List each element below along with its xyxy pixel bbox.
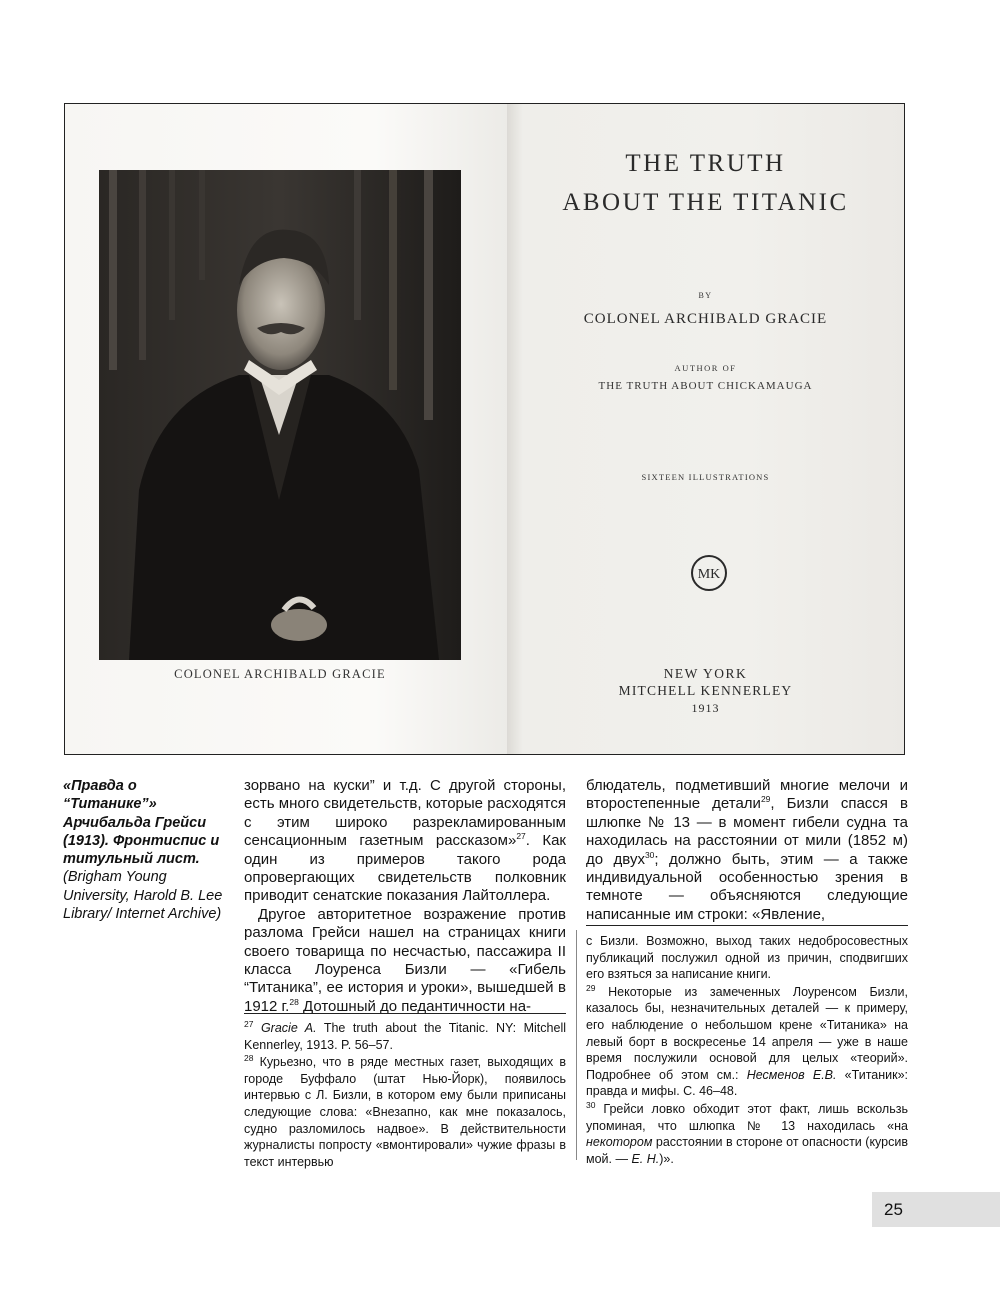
portrait-caption: COLONEL ARCHIBALD GRACIE — [174, 667, 386, 681]
text-run: . Как один из примеров такого рода опровергающих свидетельств полковник приводит сенатские показания Лайтоллера. — [244, 832, 566, 905]
caption-credit: (Brigham Young University, Harold B. Lee Library/ Internet Archive) — [63, 869, 223, 923]
book-spread-figure — [64, 103, 905, 755]
footnote-27 — [244, 1020, 566, 1053]
footnote-text: )». — [659, 1151, 674, 1166]
text-run: , Бизли спасся в шлюпке № 13 — в момент гибели судна та находилась на расстоянии от мили (1852 м) до двух — [586, 795, 908, 868]
figure-caption — [63, 777, 223, 923]
footnote-emphasis: некотором — [586, 1135, 653, 1150]
footnote-30 — [586, 1101, 908, 1167]
footnote-author: Несменов Е.В. — [746, 1067, 837, 1082]
text-column-1 — [244, 777, 566, 1016]
footnote-text: с Бизли. Возможно, выход таких недобросовестных публикаций послужил одной из причин, сподвигших его взяться за написание книги. — [586, 934, 908, 982]
title-page — [507, 104, 904, 754]
text-run: ; должно быть, этим — а также индивидуальной особенностью зрения в темноте — объясняются следующие написанные им строки: «Явление, — [586, 850, 908, 923]
footnote-number: 27 — [244, 1018, 254, 1029]
footnote-text: Курьезно, что в ряде местных газет, выходящих в городе Буффало (штат Нью-Йорк), появилось интервью с Л. Бизли, в котором ему были приписаны следующие слова: «Внезапно, как мне показалось, судно разломилось надвое». В действительности журналисты попросту «вмонтировали» чужие фразы в текст интервью — [244, 1055, 566, 1169]
footnote-text: The truth about the Titanic. NY: Mitchell Kennerley, 1913. P. 56–57. — [244, 1021, 566, 1052]
footnote-divider — [244, 1013, 566, 1014]
footnote-initials: Е. Н. — [631, 1151, 660, 1166]
footnote-divider — [586, 925, 908, 926]
text-run: Дотошный до педантичности на- — [298, 997, 532, 1015]
footnote-ref-29[interactable]: 29 — [760, 794, 771, 805]
publisher-emblem-monogram: MK — [697, 567, 721, 582]
footnote-number: 30 — [586, 1099, 596, 1110]
footnote-ref-27[interactable]: 27 — [516, 831, 526, 842]
column-divider — [576, 930, 577, 1160]
publisher-name: MITCHELL KENNERLEY — [618, 683, 793, 698]
footnote-text: «Титаник»: правда и мифы. С. 46–48. — [586, 1067, 909, 1099]
footnote-ref-28[interactable]: 28 — [289, 996, 299, 1007]
text-run: зорвано на куски” и т.д. С другой стороны, есть много свидетельств, которые расходятся с этим широко разрекламированным сенсационным газетным рассказом» — [244, 777, 566, 850]
footnote-29 — [586, 984, 908, 1100]
paragraph — [244, 906, 566, 1016]
footnote-number: 29 — [586, 982, 596, 993]
footnote-text: расстоянии в стороне от опасности (курсив мой. — — [586, 1135, 908, 1166]
text-run: Другое авторитетное возражение против разлома Грейси нашел на страницах книги своего товарища по несчастью, пассажира II класса Лоуренса Бизли — «Гибель “Титаника”, ее история и уроки», вышедшей в 1912 г. — [244, 905, 566, 1015]
illustrations-note: SIXTEEN ILLUSTRATIONS — [641, 472, 770, 482]
portrait-photo — [99, 170, 461, 660]
author-of-label: AUTHOR OF — [674, 363, 737, 373]
text-column-2 — [586, 777, 908, 924]
footnotes-left — [244, 1020, 566, 1171]
page-number: 25 — [872, 1192, 1000, 1227]
footnote-text: Некоторые из замеченных Лоуренсом Бизли, казалось бы, незначительных деталей — к примеру, его наблюдение о небольшом крене «Титаника» на левый борт в воскресенье 14 апреля — уже в наше время послужили основой для целых «теорий». Подробнее об этом см.: — [586, 984, 908, 1082]
caption-title: «Правда о “Титанике”» Арчибальда Грейси (1913). Фронтиспис и титульный лист. — [63, 778, 220, 868]
publisher-city: NEW YORK — [663, 666, 748, 681]
footnote-author: Gracie A. — [260, 1021, 317, 1035]
paragraph — [244, 777, 566, 906]
publisher-emblem-icon — [690, 554, 728, 592]
by-label: BY — [698, 291, 713, 300]
book-title-line-2: ABOUT THE TITANIC — [562, 189, 849, 216]
book-author: COLONEL ARCHIBALD GRACIE — [583, 311, 828, 327]
publication-year: 1913 — [691, 701, 720, 715]
footnote-28-continued — [586, 933, 908, 983]
footnote-number: 28 — [244, 1053, 254, 1064]
portrait-illustration — [99, 170, 461, 660]
footnote-28 — [244, 1054, 566, 1170]
frontispiece-page — [65, 104, 507, 754]
paragraph — [586, 777, 908, 924]
footnote-text: Грейси ловко обходит этот факт, лишь вскользь упоминая, что шлюпка № 13 находилась «на — [586, 1101, 908, 1133]
text-run: блюдатель, подметивший многие мелочи и второстепенные детали — [586, 777, 908, 813]
book-title-line-1: THE TRUTH — [625, 150, 786, 177]
other-book-title: THE TRUTH ABOUT CHICKAMAUGA — [598, 380, 813, 392]
footnotes-right — [586, 933, 908, 1168]
footnote-ref-30[interactable]: 30 — [644, 849, 655, 860]
